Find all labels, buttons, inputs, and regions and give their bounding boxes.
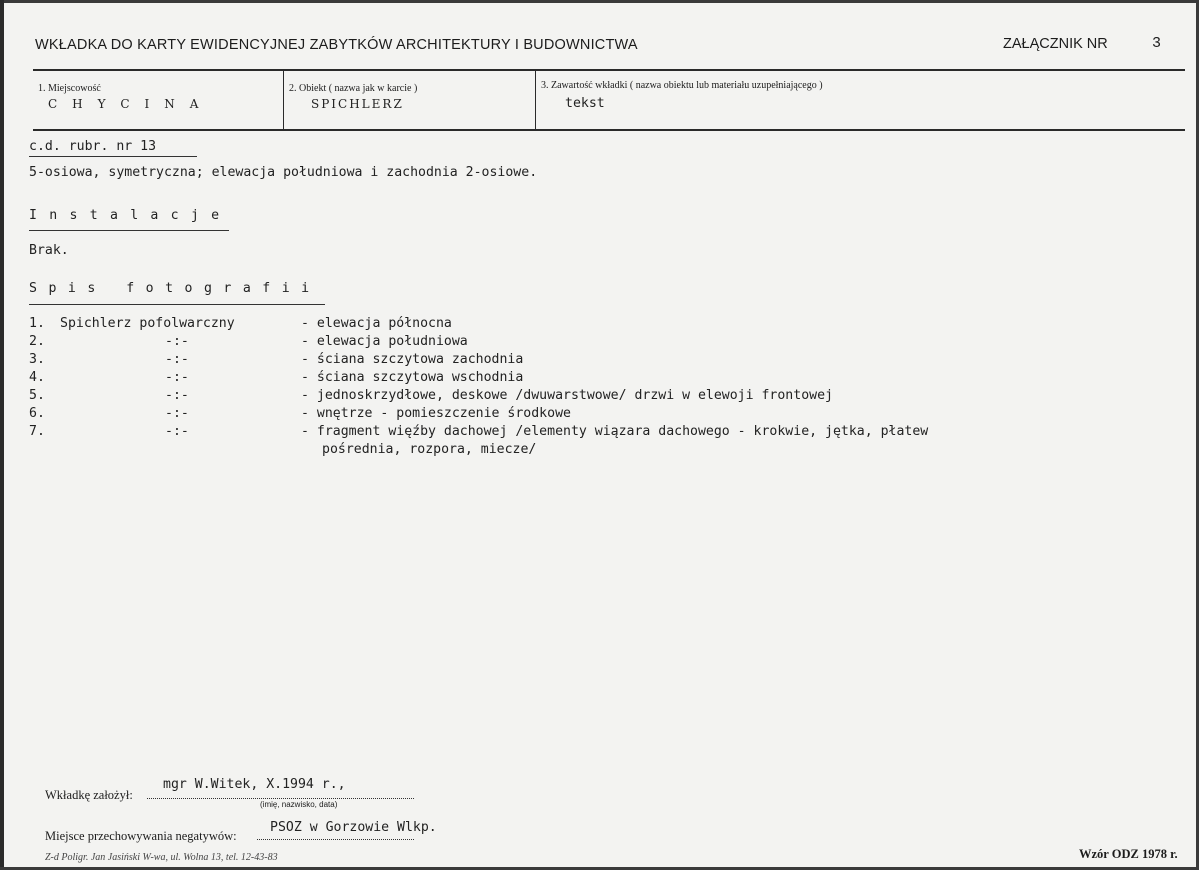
photo-description: - elewacja południowa (301, 334, 468, 349)
locality-value: CHYCINA (48, 97, 214, 111)
photo-subject: -:- (165, 388, 189, 403)
photo-number: 7. (29, 424, 45, 439)
field-divider-2 (535, 71, 536, 129)
negatives-label: Miejsce przechowywania negatywów: (45, 829, 237, 843)
negatives-dotted-line (257, 838, 414, 840)
created-by-value: mgr W.Witek, X.1994 r., (163, 777, 346, 792)
photo-subject: -:- (165, 370, 189, 385)
installations-text: Brak. (29, 243, 69, 258)
photo-subject: -:- (165, 406, 189, 421)
content-label: 3. Zawartość wkładki ( nazwa obiektu lub materiału uzupełniającego ) (541, 80, 823, 91)
created-by-label: Wkładkę założył: (45, 788, 133, 802)
attachment-label: ZAŁĄCZNIK NR (1003, 36, 1108, 52)
header-rule-bottom (33, 129, 1185, 131)
object-label: 2. Obiekt ( nazwa jak w karcie ) (289, 83, 418, 94)
continuation-text: 5-osiowa, symetryczna; elewacja południowa i zachodnia 2-osiowe. (29, 165, 538, 180)
scan-border-left (0, 0, 4, 870)
photo-description: - jednoskrzydłowe, deskowe /dwuwarstwowe/ drzwi w elewoji frontowej (301, 388, 833, 403)
created-by-hint: (imię, nazwisko, data) (260, 800, 338, 809)
photo-description: - fragment więźby dachowej /elementy wiązara dachowego - krokwie, jętka, płatew (301, 424, 929, 439)
photo-subject: -:- (165, 334, 189, 349)
photo-description: - elewacja północna (301, 316, 452, 331)
installations-heading-underline (29, 230, 229, 231)
locality-label: 1. Miejscowość (38, 83, 101, 94)
photo-7-continuation: pośrednia, rozpora, miecze/ (322, 442, 537, 457)
continuation-heading: c.d. rubr. nr 13 (29, 139, 157, 154)
photo-subject: -:- (165, 424, 189, 439)
form-code: Wzór ODZ 1978 r. (1079, 847, 1178, 861)
photo-number: 6. (29, 406, 45, 421)
photo-description: - ściana szczytowa zachodnia (301, 352, 524, 367)
photos-heading: Spis fotografii (29, 281, 321, 296)
created-by-dotted-line (147, 797, 414, 799)
installations-heading: Instalacje (29, 208, 232, 223)
photo-number: 5. (29, 388, 45, 403)
photo-number: 3. (29, 352, 45, 367)
object-value: SPICHLERZ (311, 97, 404, 111)
header-rule-top (33, 69, 1185, 71)
field-divider-1 (283, 71, 284, 129)
continuation-heading-underline (29, 156, 197, 157)
photo-number: 1. (29, 316, 45, 331)
photos-heading-underline (29, 304, 325, 305)
photo-number: 4. (29, 370, 45, 385)
content-value: tekst (565, 96, 605, 111)
printer-note: Z-d Poligr. Jan Jasiński W-wa, ul. Wolna 13, tel. 12-43-83 (45, 852, 278, 863)
attachment-number: 3 (1152, 35, 1162, 52)
photo-subject: -:- (165, 352, 189, 367)
photo-number: 2. (29, 334, 45, 349)
form-title: WKŁADKA DO KARTY EWIDENCYJNEJ ZABYTKÓW ARCHITEKTURY I BUDOWNICTWA (35, 37, 638, 53)
photo-description: - wnętrze - pomieszczenie środkowe (301, 406, 571, 421)
negatives-value: PSOZ w Gorzowie Wlkp. (270, 820, 437, 835)
photo-subject: Spichlerz pofolwarczny (60, 316, 235, 331)
photo-description: - ściana szczytowa wschodnia (301, 370, 524, 385)
scan-border-top (0, 0, 1199, 3)
